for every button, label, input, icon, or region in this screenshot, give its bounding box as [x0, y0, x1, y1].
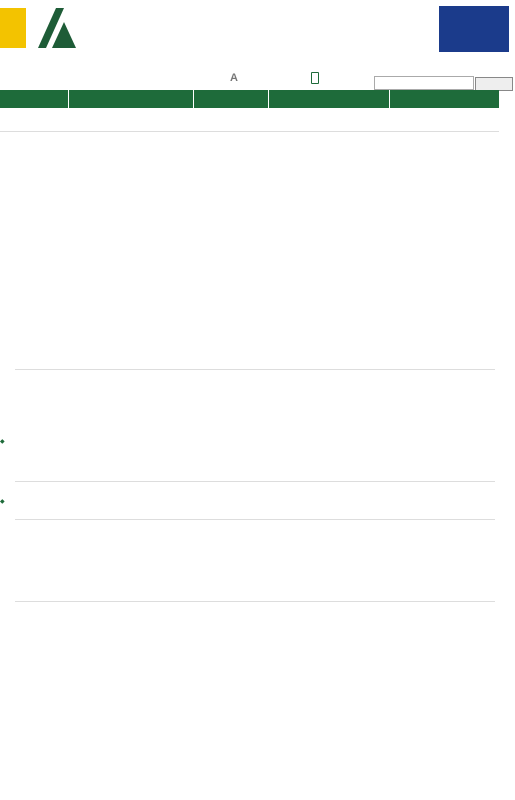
- adif-logo-icon[interactable]: [34, 4, 80, 52]
- nav-item-estaciones[interactable]: [0, 90, 69, 108]
- eu-flag-icon: [439, 6, 509, 52]
- nav-item-compromisos[interactable]: [69, 90, 194, 108]
- docs-table-header: [15, 604, 17, 610]
- accessibility-icon: A: [230, 72, 238, 84]
- nav-item-comunicacion[interactable]: [269, 90, 389, 108]
- nav-item-empresas[interactable]: [390, 90, 499, 108]
- search-input[interactable]: [374, 76, 474, 90]
- mobile-icon: [311, 72, 319, 84]
- section-ofertas: [15, 360, 495, 370]
- section-contacto: [15, 510, 495, 520]
- madrid-logo[interactable]: [0, 8, 26, 48]
- section-contratante: [15, 472, 495, 482]
- side-marker-icon: ◆: [0, 499, 5, 505]
- nav-item-ocio[interactable]: [194, 90, 270, 108]
- search-button[interactable]: [475, 77, 513, 91]
- eu-logo: [439, 6, 509, 65]
- section-documentacion: [15, 592, 495, 602]
- divider: [0, 131, 499, 132]
- side-marker-icon: ◆: [0, 439, 5, 445]
- mobile-link[interactable]: [311, 72, 319, 84]
- main-nav: [0, 90, 499, 108]
- accessibility-link[interactable]: [230, 72, 238, 84]
